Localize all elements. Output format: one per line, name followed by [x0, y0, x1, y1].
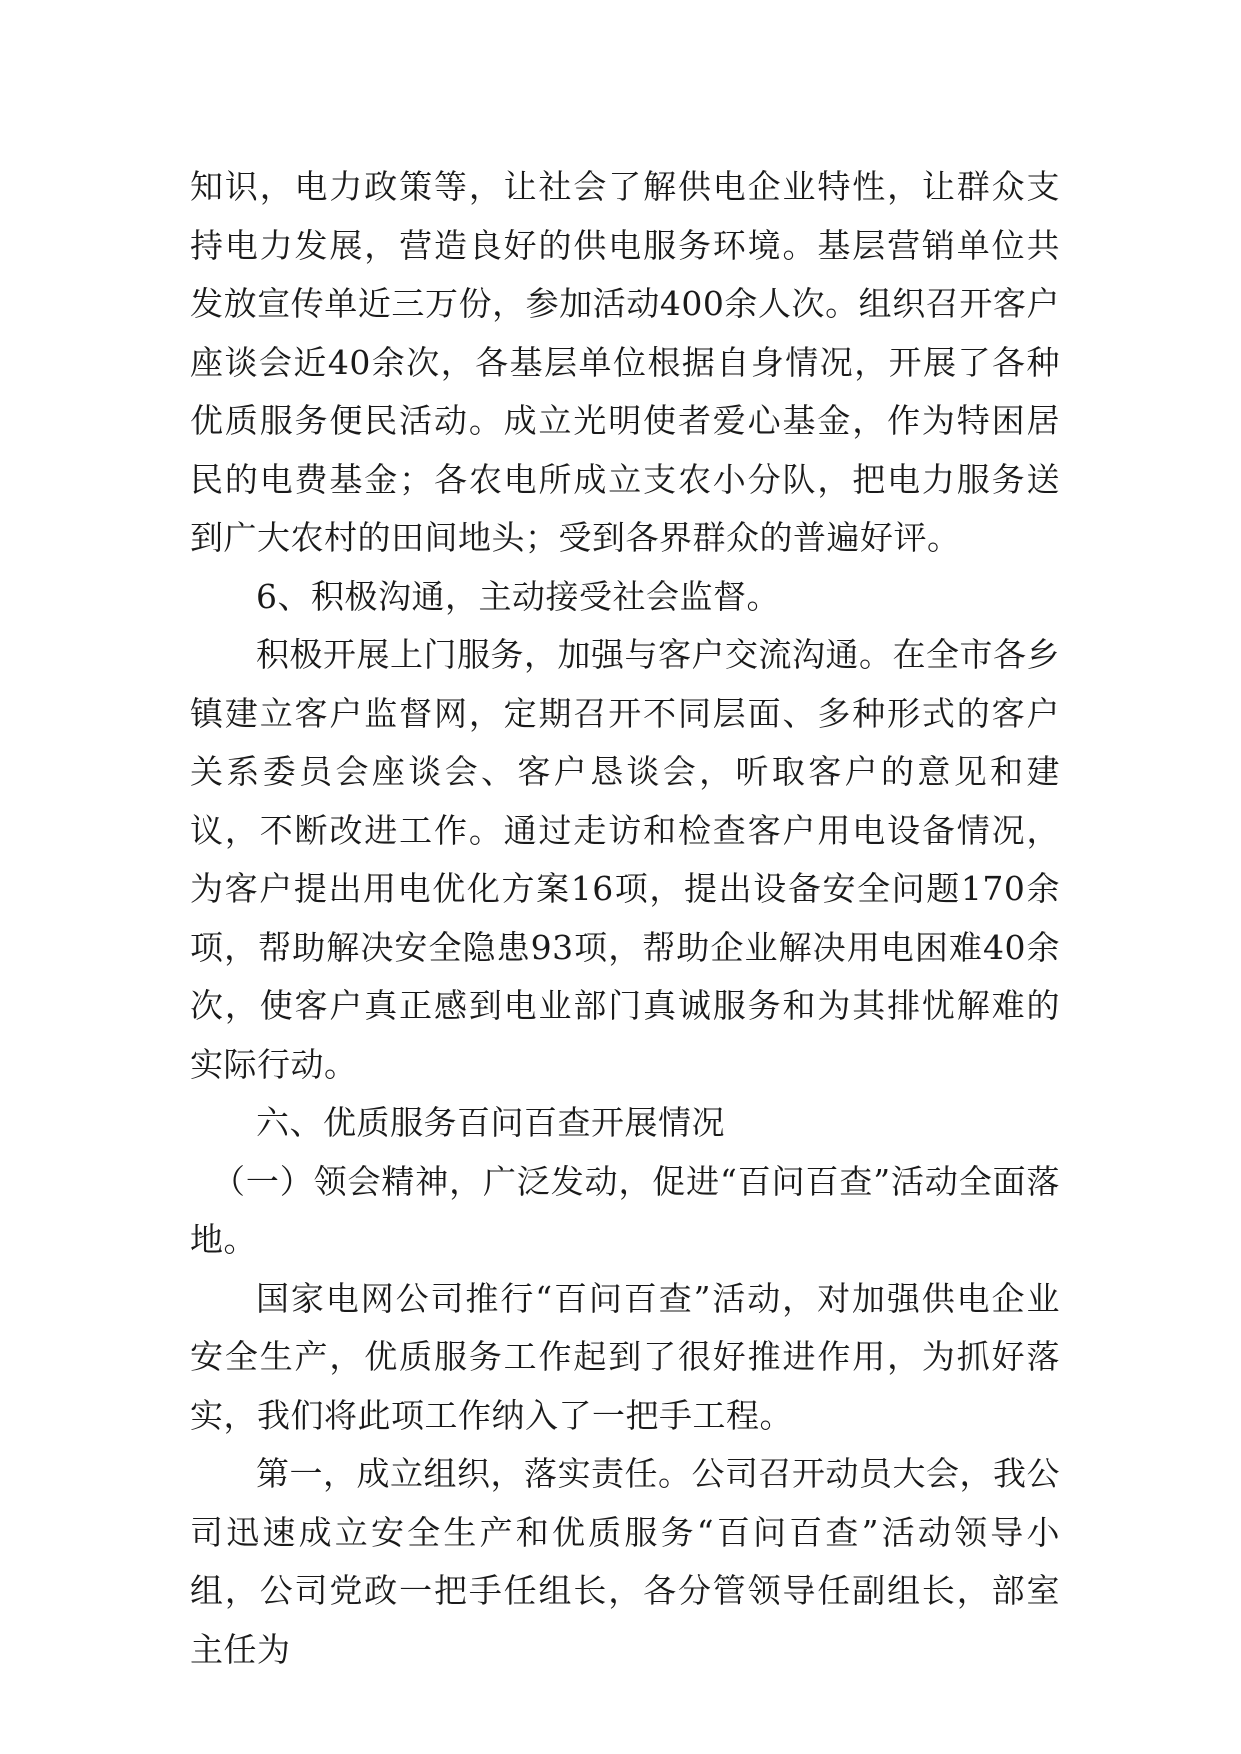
document-body: [190, 158, 1060, 1679]
section-heading-six: 六、优质服务百问百查开展情况: [256, 1103, 725, 1142]
paragraph-first-organize: 第一，成立组织，落实责任。公司召开动员大会，我公司迅速成立安全生产和优质服务“百问百查”活动领导小组，公司党政一把手任组长，各分管领导任副组长，部室主任为: [190, 1454, 1060, 1669]
subsection-heading-one: （一）领会精神，广泛发动，促进“百问百查”活动全面落地。: [190, 1161, 1060, 1259]
paragraph-state-grid: 国家电网公司推行“百问百查”活动，对加强供电企业安全生产，优质服务工作起到了很好推进作用，为抓好落实，我们将此项工作纳入了一把手工程。: [190, 1278, 1060, 1435]
paragraph-continuation: 知识，电力政策等，让社会了解供电企业特性，让群众支持电力发展，营造良好的供电服务环境。基层营销单位共发放宣传单近三万份，参加活动400余人次。组织召开客户座谈会近40余次，各基层单位根据自身情况，开展了各种优质服务便民活动。成立光明使者爱心基金，作为特困居民的电费基金；各农电所成立支农小分队，把电力服务送到广大农村的田间地头；受到各界群众的普遍好评。: [190, 167, 1060, 557]
paragraph-door-service: 积极开展上门服务，加强与客户交流沟通。在全市各乡镇建立客户监督网，定期召开不同层面、多种形式的客户关系委员会座谈会、客户恳谈会，听取客户的意见和建议，不断改进工作。通过走访和检查客户用电设备情况，为客户提出用电优化方案16项，提出设备安全问题170余项，帮助解决安全隐患93项，帮助企业解决用电困难40余次，使客户真正感到电业部门真诚服务和为其排忧解难的实际行动。: [190, 635, 1060, 1084]
subheading-communication: 6、积极沟通，主动接受社会监督。: [256, 576, 780, 616]
